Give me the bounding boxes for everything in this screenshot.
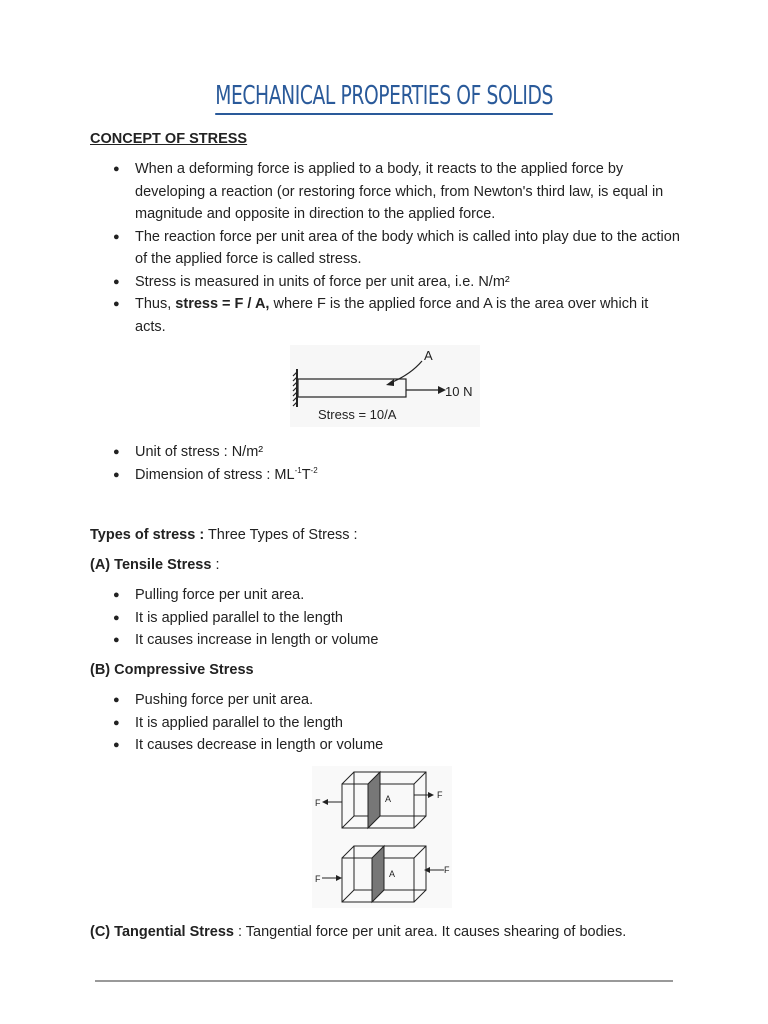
types-label: Types of stress :	[90, 527, 205, 543]
list-item: ● Pushing force per unit area.	[90, 689, 680, 712]
list-item: ● It causes increase in length or volume	[90, 629, 680, 652]
types-line	[90, 524, 358, 547]
compressive-label-a: A	[389, 869, 396, 879]
footer-divider	[95, 980, 673, 982]
list-item: ● Pulling force per unit area.	[90, 584, 680, 607]
list-item: ● It is applied parallel to the length	[90, 607, 680, 630]
tensile-label-a: A	[385, 794, 392, 804]
dimension-prefix: Dimension of stress : ML	[135, 466, 295, 483]
concept-list-wrap	[90, 158, 680, 338]
tensile-heading: (A) Tensile Stress	[90, 557, 212, 573]
thus-prefix: Thus,	[135, 296, 176, 312]
concept-bullet-list	[90, 158, 680, 338]
thus-rest: where F is the applied force and A is the area over which it acts.	[135, 296, 649, 335]
list-item: ● It is applied parallel to the length	[90, 712, 680, 735]
tangential-heading: (C) Tangential Stress	[90, 924, 234, 940]
list-item: ● Unit of stress : N/m²	[90, 441, 680, 464]
list-item: ● Stress is measured in units of force per unit area, i.e. N/m²	[90, 271, 680, 294]
list-item: ● When a deforming force is applied to a body, it reacts to the applied force by developing a reaction (or restoring force which, from Newton's third law, is equal in magnitude and opposite in direction to the applied force.	[90, 158, 680, 226]
units-bullet-list	[90, 441, 680, 486]
compressive-label-f-right: F	[444, 865, 450, 875]
tensile-heading-line	[90, 554, 219, 577]
label-10n: 10 N	[445, 384, 473, 399]
compressive-bullet-list	[90, 689, 680, 757]
tensile-list-wrap	[90, 584, 680, 652]
units-list-wrap	[90, 441, 680, 486]
tensile-suffix: :	[211, 557, 220, 573]
dimension-exp2: -2	[310, 465, 318, 475]
tensile-label-f-left: F	[315, 798, 321, 808]
tensile-bullet-list	[90, 584, 680, 652]
list-item	[90, 464, 680, 487]
dimension-mid: T	[301, 466, 311, 483]
stress-formula: stress = F / A,	[175, 296, 270, 312]
section-heading-concept: CONCEPT OF STRESS	[90, 131, 248, 147]
list-item: ● It causes decrease in length or volume	[90, 734, 680, 757]
list-item	[90, 293, 680, 338]
tangential-line	[90, 921, 690, 944]
page-title: MECHANICAL PROPERTIES OF SOLIDS	[215, 80, 553, 115]
compressive-heading-line	[90, 659, 254, 682]
types-text: Three Types of Stress :	[204, 527, 358, 543]
tensile-label-f-right: F	[437, 790, 443, 800]
label-a: A	[424, 348, 433, 363]
stress-bar-figure	[290, 345, 480, 427]
compressive-heading: (B) Compressive Stress	[90, 662, 254, 678]
list-item: ● The reaction force per unit area of the body which is called into play due to the action of the applied force is called stress.	[90, 226, 680, 271]
page-title-wrap	[0, 80, 768, 115]
cube-stress-figure	[312, 766, 452, 908]
stress-caption: Stress = 10/A	[318, 407, 397, 422]
tangential-text: : Tangential force per unit area. It causes shearing of bodies.	[233, 924, 627, 940]
compressive-list-wrap	[90, 689, 680, 757]
dimension-exp1: -1	[294, 465, 302, 475]
compressive-label-f-left: F	[315, 874, 321, 884]
